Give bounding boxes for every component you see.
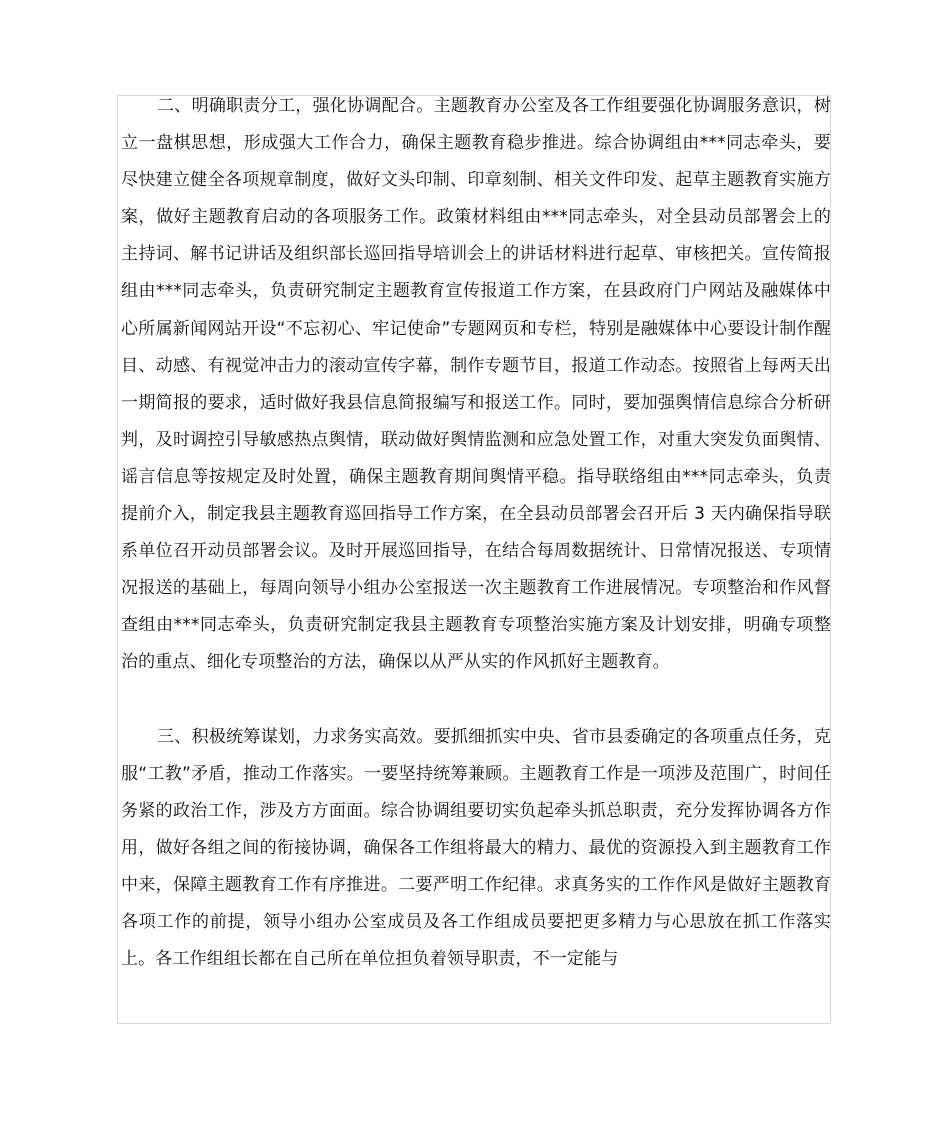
- paragraph-section-three: 三、积极统筹谋划，力求务实高效。要抓细抓实中央、省市县委确定的各项重点任务，克服“工教”矛盾，推动工作落实。一要坚持统筹兼顾。主题教育工作是一项涉及范围广，时间任务紧的政治工作，涉及方方面面。综合协调组要切实负起牵头抓总职责，充分发挥协调各方作用，做好各组之间的衔接协调，确保各工作组将最大的精力、最优的资源投入到主题教育工作中来，保障主题教育工作有序推进。二要严明工作纪律。求真务实的工作作风是做好主题教育各项工作的前提，领导小组办公室成员及各工作组成员要把更多精力与心思放在抓工作落实上。各工作组组长都在自己所在单位担负着领导职责，不一定能与: [121, 726, 831, 970]
- paragraph-section-two: 二、明确职责分工，强化协调配合。主题教育办公室及各工作组要强化协调服务意识，树立一盘棋思想，形成强大工作合力，确保主题教育稳步推进。综合协调组由***同志牵头，要尽快建立健全各项规章制度，做好文头印制、印章刻制、相关文件印发、起草主题教育实施方案，做好主题教育启动的各项服务工作。政策材料组由***同志牵头，对全县动员部署会上的主持词、解书记讲话及组织部长巡回指导培训会上的讲话材料进行起草、审核把关。宣传简报组由***同志牵头，负责研究制定主题教育宣传报道工作方案，在县政府门户网站及融媒体中心所属新闻网站开设“不忘初心、牢记使命”专题网页和专栏，特别是融媒体中心要设计制作醒目、动感、有视觉冲击力的滚动宣传字幕，制作专题节目，报道工作动态。按照省上每两天出一期简报的要求，适时做好我县信息简报编写和报送工作。同时，要加强舆情信息综合分析研判，及时调控引导敏感热点舆情，联动做好舆情监测和应急处置工作，对重大突发负面舆情、谣言信息等按规定及时处置，确保主题教育期间舆情平稳。指导联络组由***同志牵头，负责提前介入，制定我县主题教育巡回指导工作方案，在全县动员部署会召开后 3 天内确保指导联系单位召开动员部署会议。及时开展巡回指导，在结合每周数据统计、日常情况报送、专项情况报送的基础上，每周向领导小组办公室报送一次主题教育工作进展情况。专项整治和作风督查组由***同志牵头，负责研究制定我县主题教育专项整治实施方案及计划安排，明确专项整治的重点、细化专项整治的方法，确保以从严从实的作风抓好主题教育。: [121, 96, 831, 673]
- document-body: [121, 88, 831, 978]
